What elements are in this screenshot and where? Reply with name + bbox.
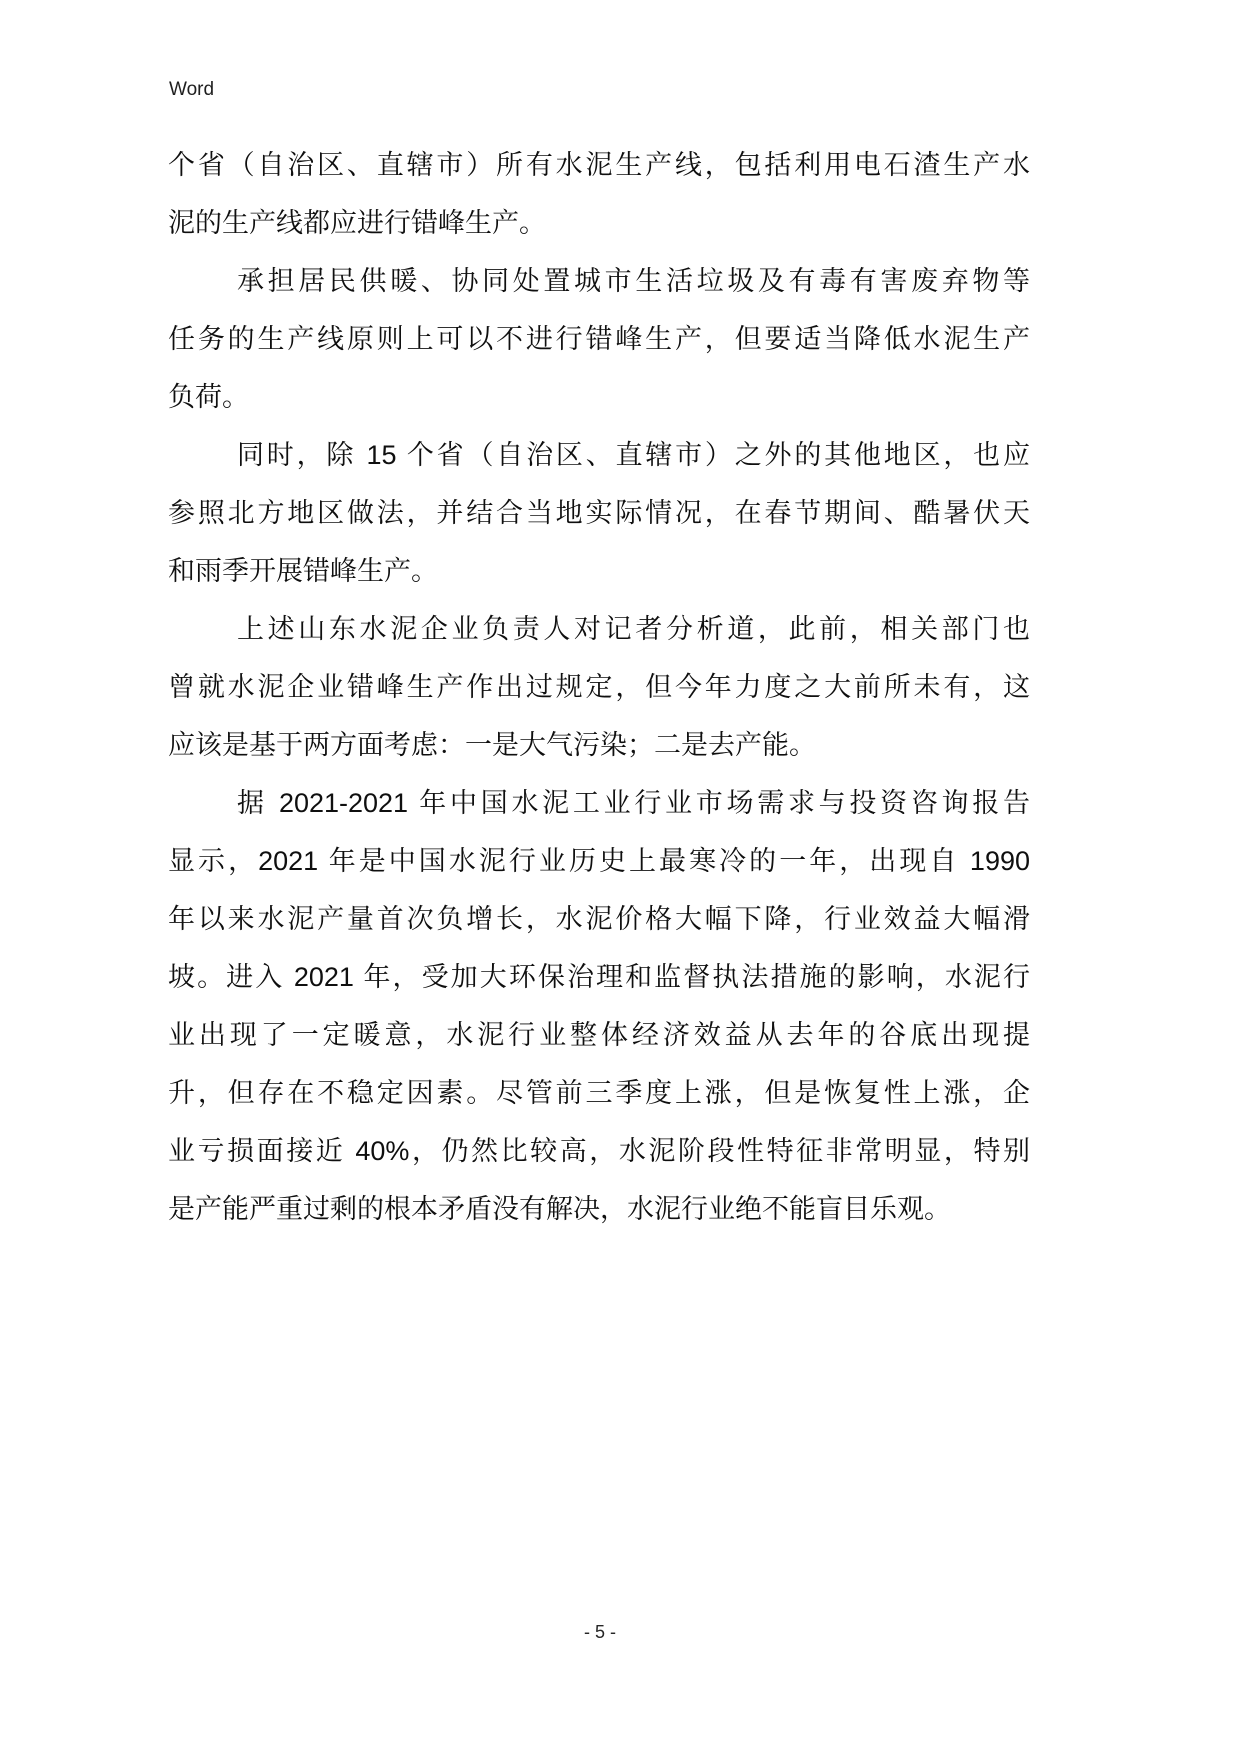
text-line: 显示，2021 年是中国水泥行业历史上最寒冷的一年，出现自 1990 xyxy=(168,846,1030,876)
text-line: 个省（自治区、直辖市）所有水泥生产线，包括利用电石渣生产水 xyxy=(168,150,1030,180)
text-line: 承担居民供暖、协同处置城市生活垃圾及有毒有害废弃物等 xyxy=(237,266,1030,296)
text-line: 曾就水泥企业错峰生产作出过规定，但今年力度之大前所未有，这 xyxy=(168,672,1030,702)
text-line: 同时，除 15 个省（自治区、直辖市）之外的其他地区，也应 xyxy=(237,440,1030,470)
page-number: - 5 - xyxy=(583,1622,616,1642)
text-line: 任务的生产线原则上可以不进行错峰生产，但要适当降低水泥生产 xyxy=(168,324,1030,354)
text-line: 升，但存在不稳定因素。尽管前三季度上涨，但是恢复性上涨，企 xyxy=(168,1078,1030,1108)
app-title-label: Word xyxy=(169,79,215,100)
document-text-body[interactable] xyxy=(168,136,1030,1238)
text-line: 上述山东水泥企业负责人对记者分析道，此前，相关部门也 xyxy=(237,614,1030,644)
text-line: 和雨季开展错峰生产。 xyxy=(168,556,438,586)
text-line: 年以来水泥产量首次负增长，水泥价格大幅下降，行业效益大幅滑 xyxy=(168,904,1030,934)
text-line: 负荷。 xyxy=(168,382,249,412)
text-line: 参照北方地区做法，并结合当地实际情况，在春节期间、酷暑伏天 xyxy=(168,498,1030,528)
text-line: 应该是基于两方面考虑：一是大气污染；二是去产能。 xyxy=(168,730,816,760)
text-line: 据 2021-2021 年中国水泥工业行业市场需求与投资咨询报告 xyxy=(237,788,1030,818)
text-line: 坡。进入 2021 年，受加大环保治理和监督执法措施的影响，水泥行 xyxy=(168,962,1030,992)
text-line: 泥的生产线都应进行错峰生产。 xyxy=(168,208,546,238)
text-line: 是产能严重过剩的根本矛盾没有解决，水泥行业绝不能盲目乐观。 xyxy=(168,1194,951,1224)
text-line: 业亏损面接近 40%，仍然比较高，水泥阶段性特征非常明显，特别 xyxy=(168,1136,1030,1166)
text-line: 业出现了一定暖意，水泥行业整体经济效益从去年的谷底出现提 xyxy=(168,1020,1030,1050)
